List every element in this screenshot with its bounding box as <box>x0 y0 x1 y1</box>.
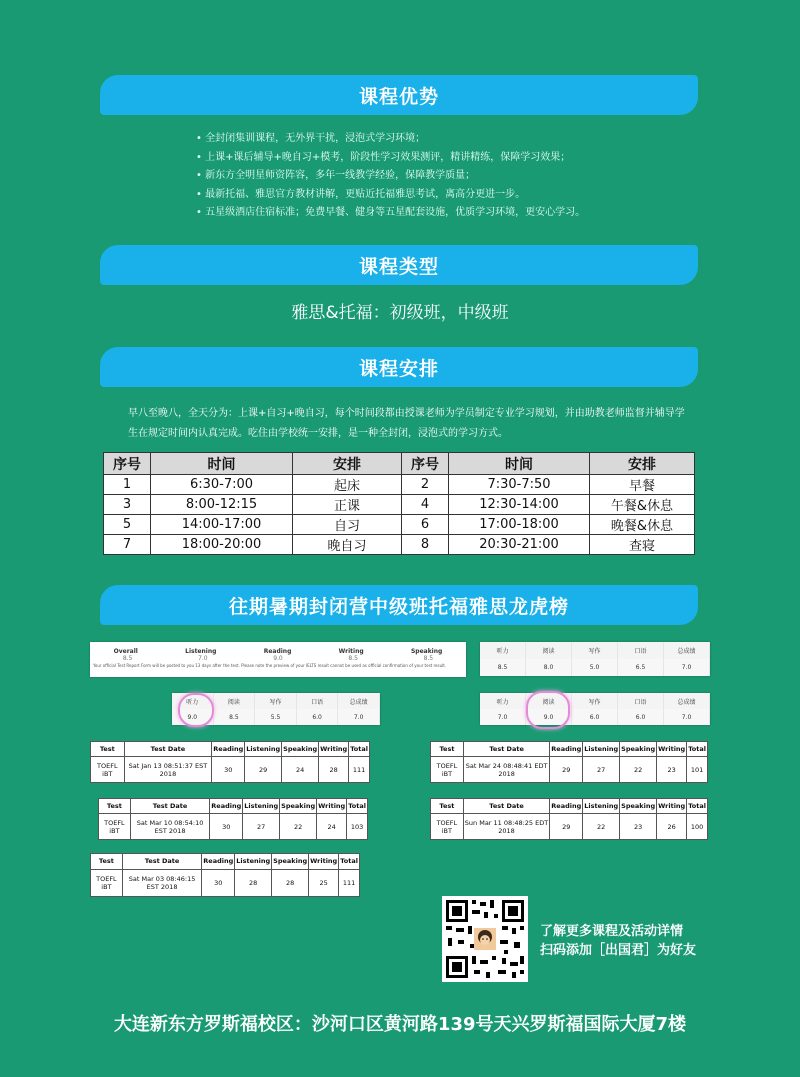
score-label: 阅读 <box>214 693 256 709</box>
toefl-header: Reading <box>212 742 245 757</box>
toefl-score: 111 <box>349 757 370 783</box>
score-value: 6.0 <box>618 709 664 725</box>
score-label: 总成绩 <box>664 642 710 659</box>
advantages-list <box>196 130 585 223</box>
header-cell: 安排 <box>293 453 402 475</box>
toefl-score: 27 <box>243 814 280 840</box>
header-cell: 序号 <box>402 453 449 475</box>
score-value: 6.5 <box>618 659 664 676</box>
cell: 14:00-17:00 <box>151 515 293 535</box>
toefl-score: 29 <box>550 757 583 783</box>
score-label: 口语 <box>618 693 664 709</box>
cell: 4 <box>402 495 449 515</box>
toefl-score: 111 <box>339 869 360 896</box>
cell: 6 <box>402 515 449 535</box>
toefl-result <box>430 798 708 840</box>
score-value: 8.5 <box>480 659 526 676</box>
toefl-header: Writing <box>309 854 339 870</box>
toefl-header: Reading <box>550 742 583 757</box>
ielts-note: Your official Test Report Form will be posted to you 13 days after the test. Please note the preview of your IELTS result cannot be used as official confirmation of your test result. <box>93 663 447 668</box>
toefl-header: Total <box>339 854 360 870</box>
ielts-value: 8.5 <box>122 655 133 662</box>
cell: 7:30-7:50 <box>449 475 590 495</box>
toefl-date: Sat Mar 24 08:48:41 EDT 2018 <box>463 757 549 783</box>
qr-caption-line: 了解更多课程及活动详情 <box>540 924 684 939</box>
toefl-score: 22 <box>620 757 657 783</box>
toefl-score: 25 <box>309 869 339 896</box>
ielts-value: 8.5 <box>348 655 358 662</box>
toefl-date: Sat Mar 10 08:54:10 EST 2018 <box>130 814 209 840</box>
toefl-result <box>430 741 708 783</box>
score-value: 5.5 <box>255 709 297 725</box>
header-cell: 时间 <box>449 453 590 475</box>
score-value: 9.0 <box>172 709 214 725</box>
toefl-score: 30 <box>210 814 243 840</box>
score-label: 总成绩 <box>664 693 710 709</box>
toefl-date: Sat Mar 03 08:46:15 EST 2018 <box>122 869 201 896</box>
header-cell: 序号 <box>104 453 151 475</box>
toefl-header: Test Date <box>122 854 201 870</box>
score-label: 听力 <box>172 693 214 709</box>
ielts-label: Speaking <box>410 648 443 655</box>
toefl-score: 28 <box>272 869 309 896</box>
score-label: 阅读 <box>526 693 572 709</box>
qr-caption-line: 扫码添加［出国君］为好友 <box>540 943 697 958</box>
ielts-score-card <box>172 693 380 725</box>
advantage-item: • 全封闭集训课程，无外界干扰，浸泡式学习环境； <box>196 130 585 149</box>
toefl-header: Reading <box>550 799 583 814</box>
toefl-score: 27 <box>583 757 620 783</box>
toefl-header: Listening <box>245 742 282 757</box>
ielts-value: 8.5 <box>423 655 434 662</box>
toefl-header: Reading <box>210 799 243 814</box>
toefl-header: Listening <box>583 742 620 757</box>
cell: 18:00-20:00 <box>151 535 293 555</box>
types-title: 课程类型 <box>358 255 439 278</box>
toefl-header: Writing <box>319 742 349 757</box>
cell: 起床 <box>293 475 402 495</box>
score-label: 听力 <box>480 642 526 659</box>
toefl-header: Writing <box>657 799 687 814</box>
toefl-header: Total <box>687 799 708 814</box>
cell: 6:30-7:00 <box>151 475 293 495</box>
toefl-result <box>98 798 368 840</box>
toefl-header: Total <box>349 742 370 757</box>
toefl-score: 29 <box>245 757 282 783</box>
cell: 查寝 <box>590 535 695 555</box>
toefl-score: 24 <box>317 814 347 840</box>
cell: 17:00-18:00 <box>449 515 590 535</box>
score-label: 总成绩 <box>338 693 380 709</box>
toefl-score: 23 <box>657 757 687 783</box>
toefl-header: Writing <box>657 742 687 757</box>
cell: 早餐 <box>590 475 695 495</box>
qr-caption <box>540 922 696 960</box>
ielts-label: Overall <box>113 648 138 655</box>
highlight-ring <box>178 693 214 727</box>
toefl-test: TOEFL iBT <box>91 869 123 896</box>
toefl-date: Sun Mar 11 08:48:25 EDT 2018 <box>463 814 550 840</box>
score-label: 写作 <box>572 693 618 709</box>
highlight-ring <box>526 691 570 729</box>
toefl-score: 30 <box>202 869 235 896</box>
cell: 午餐&休息 <box>590 495 695 515</box>
score-value: 9.0 <box>526 709 572 725</box>
cell: 12:30-14:00 <box>449 495 590 515</box>
types-banner <box>100 245 698 285</box>
cell: 20:30-21:00 <box>449 535 590 555</box>
toefl-header: Total <box>687 742 708 757</box>
toefl-score: 24 <box>282 757 319 783</box>
cell: 自习 <box>293 515 402 535</box>
advantage-item: • 新东方全明星师资阵容，多年一线教学经验，保障教学质量； <box>196 167 585 186</box>
toefl-header: Test Date <box>124 742 212 757</box>
ielts-label: Writing <box>338 648 364 655</box>
score-value: 7.0 <box>664 659 710 676</box>
score-label: 听力 <box>480 693 526 709</box>
footer-address: 大连新东方罗斯福校区：沙河口区黄河路139号天兴罗斯福国际大厦7楼 <box>113 1014 687 1035</box>
toefl-score: 30 <box>212 757 245 783</box>
ranking-title: 往期暑期封闭营中级班托福雅思龙虎榜 <box>228 595 569 618</box>
toefl-score: 23 <box>620 814 657 840</box>
toefl-header: Reading <box>202 854 235 870</box>
schedule-header-row <box>104 453 695 475</box>
toefl-test: TOEFL iBT <box>431 814 464 840</box>
toefl-header: Listening <box>235 854 272 870</box>
advantages-banner <box>100 75 698 115</box>
ielts-value: 9.0 <box>273 655 283 662</box>
header-cell: 安排 <box>590 453 695 475</box>
table-row <box>104 475 695 495</box>
cell: 8:00-12:15 <box>151 495 293 515</box>
toefl-header: Test <box>91 854 123 870</box>
score-value: 7.0 <box>338 709 380 725</box>
ielts-label: Reading <box>263 648 292 655</box>
cell: 8 <box>402 535 449 555</box>
toefl-header: Test <box>91 742 125 757</box>
cell: 3 <box>104 495 151 515</box>
toefl-header: Test Date <box>463 742 549 757</box>
score-value: 6.0 <box>572 709 618 725</box>
advantage-item: • 五星级酒店住宿标准；免费早餐、健身等五星配套设施，优质学习环境，更安心学习。 <box>196 204 585 223</box>
advantages-title: 课程优势 <box>358 85 439 108</box>
toefl-test: TOEFL iBT <box>91 757 125 783</box>
cell: 正课 <box>293 495 402 515</box>
toefl-header: Speaking <box>620 742 657 757</box>
toefl-score: 101 <box>687 757 708 783</box>
toefl-header: Listening <box>583 799 620 814</box>
score-label: 阅读 <box>526 642 572 659</box>
toefl-header: Speaking <box>272 854 309 870</box>
toefl-score: 22 <box>583 814 620 840</box>
toefl-score: 100 <box>687 814 708 840</box>
score-value: 8.0 <box>526 659 572 676</box>
toefl-score: 26 <box>657 814 687 840</box>
ielts-report-screenshot <box>90 642 466 677</box>
score-label: 口语 <box>297 693 339 709</box>
toefl-test: TOEFL iBT <box>431 757 464 783</box>
score-value: 7.0 <box>480 709 526 725</box>
schedule-title: 课程安排 <box>358 357 439 380</box>
cell: 2 <box>402 475 449 495</box>
advantage-item: • 上课+课后辅导+晚自习+模考，阶段性学习效果测评，精讲精练，保障学习效果； <box>196 149 585 168</box>
ielts-score-card <box>480 642 710 676</box>
toefl-score: 103 <box>347 814 368 840</box>
toefl-header: Writing <box>317 799 347 814</box>
score-label: 写作 <box>572 642 618 659</box>
table-row <box>104 535 695 555</box>
schedule-table <box>103 452 695 555</box>
score-value: 7.0 <box>664 709 710 725</box>
toefl-header: Speaking <box>282 742 319 757</box>
advantage-item: • 最新托福、雅思官方教材讲解，更贴近托福雅思考试，离高分更进一步。 <box>196 186 585 205</box>
toefl-score: 28 <box>319 757 349 783</box>
table-row <box>104 495 695 515</box>
cell: 7 <box>104 535 151 555</box>
toefl-result <box>90 853 360 897</box>
toefl-test: TOEFL iBT <box>99 814 131 840</box>
toefl-header: Test <box>431 799 464 814</box>
table-row <box>104 515 695 535</box>
qr-code-icon <box>442 896 528 982</box>
ielts-score-card <box>480 693 710 725</box>
ranking-banner <box>100 585 698 625</box>
cell: 晚餐&休息 <box>590 515 695 535</box>
toefl-header: Test Date <box>130 799 209 814</box>
schedule-intro: 早八至晚八，全天分为：上课+自习+晚自习，每个时间段都由授课老师为学员制定专业学习规划，并由助教老师监督并辅导学生在规定时间内认真完成。吃住由学校统一安排，是一种全封闭，浸泡式的学习方式。 <box>128 408 685 439</box>
score-value: 8.5 <box>214 709 256 725</box>
toefl-header: Speaking <box>620 799 657 814</box>
score-value: 5.0 <box>572 659 618 676</box>
score-label: 写作 <box>255 693 297 709</box>
toefl-header: Test <box>431 742 464 757</box>
qr-code[interactable] <box>442 896 528 982</box>
toefl-header: Speaking <box>280 799 317 814</box>
toefl-header: Test Date <box>463 799 550 814</box>
toefl-result <box>90 741 370 783</box>
course-types: 雅思&托福：初级班，中级班 <box>291 303 509 323</box>
ielts-value: 7.0 <box>198 655 208 662</box>
toefl-score: 22 <box>280 814 317 840</box>
toefl-header: Listening <box>243 799 280 814</box>
cell: 5 <box>104 515 151 535</box>
toefl-header: Test <box>99 799 131 814</box>
toefl-header: Total <box>347 799 368 814</box>
toefl-score: 29 <box>550 814 583 840</box>
toefl-date: Sat Jan 13 08:51:37 EST 2018 <box>124 757 212 783</box>
header-cell: 时间 <box>151 453 293 475</box>
schedule-banner <box>100 347 698 387</box>
toefl-score: 28 <box>235 869 272 896</box>
score-value: 6.0 <box>297 709 339 725</box>
ielts-label: Listening <box>185 648 217 655</box>
cell: 晚自习 <box>293 535 402 555</box>
score-label: 口语 <box>618 642 664 659</box>
cell: 1 <box>104 475 151 495</box>
